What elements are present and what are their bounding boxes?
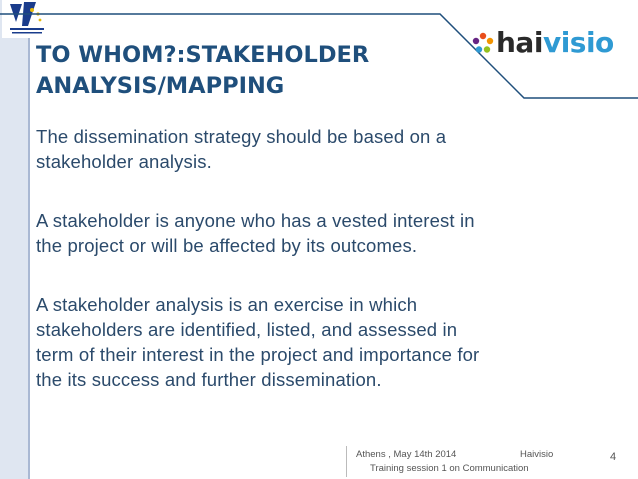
title-line-2: ANALYSIS/MAPPING [36,73,285,99]
haivisio-wordmark [496,26,614,60]
haivisio-mark-icon [472,32,494,54]
paragraph-3-line-3: term of their interest in the project and importance for [36,344,480,365]
paragraph-3-line-2: stakeholders are identified, listed, and assessed in [36,319,458,340]
logo-suffix: visio [542,26,614,59]
slide-title [36,40,456,102]
side-divider [28,0,30,479]
haivisio-logo-icon [472,26,632,66]
paragraph-3 [36,292,626,392]
paragraph-1-line-1: The dissemination strategy should be based on a [36,126,447,147]
paragraph-2-line-2: the project or will be affected by its outcomes. [36,235,418,256]
side-band [0,0,28,479]
page-number: 4 [610,451,617,463]
footer-date: Athens , May 14th 2014 [356,449,457,460]
title-line-1: TO WHOM?:STAKEHOLDER [36,42,370,68]
logo-prefix: hai [496,26,543,59]
paragraph-2 [36,208,626,258]
paragraph-1 [36,124,626,174]
paragraph-3-line-1: A stakeholder analysis is an exercise in which [36,294,418,315]
footer-organization: Haivisio [520,449,554,460]
footer-divider [346,446,347,477]
fp7-logo-icon [2,0,52,38]
paragraph-1-line-2: stakeholder analysis. [36,151,212,172]
paragraph-3-line-4: the its success and further dissemination. [36,369,382,390]
paragraph-2-line-1: A stakeholder is anyone who has a vested interest in [36,210,475,231]
footer-session: Training session 1 on Communication [370,463,529,474]
slide-body [36,124,626,392]
